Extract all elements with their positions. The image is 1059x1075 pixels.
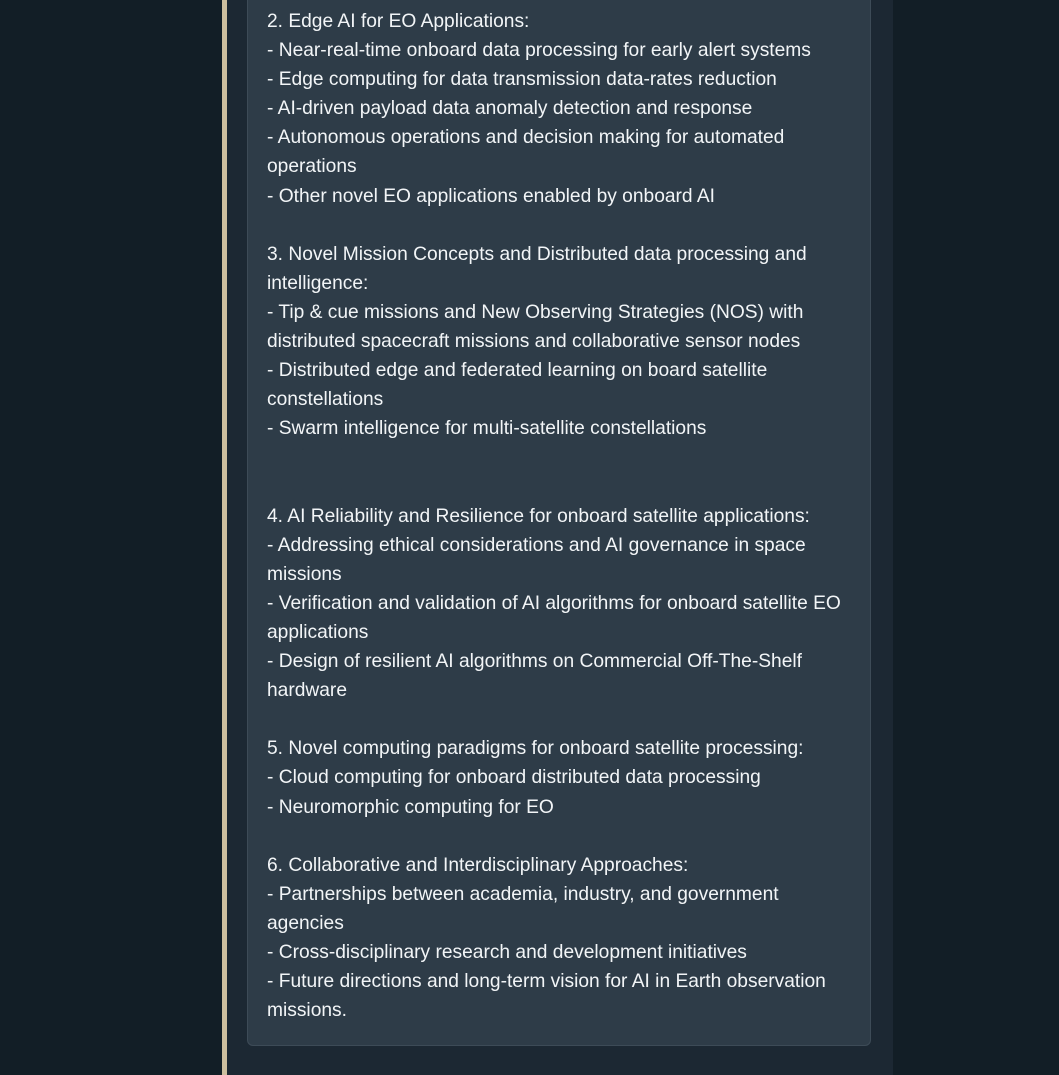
topic-line: - Swarm intelligence for multi-satellite constellations: [267, 418, 707, 440]
topic-line: distributed spacecraft missions and collaborative sensor nodes: [267, 331, 801, 353]
blank-line: [267, 211, 867, 240]
topic-line: - Neuromorphic computing for EO: [267, 796, 554, 818]
topic-line: - Cloud computing for onboard distributed data processing: [267, 767, 761, 789]
blank-line: [267, 473, 867, 502]
topic-line: - Other novel EO applications enabled by onboard AI: [267, 185, 715, 207]
blank-line: [267, 822, 867, 851]
quote-accent-bar: [222, 0, 227, 1075]
topic-line: agencies: [267, 912, 344, 934]
topic-line: - AI-driven payload data anomaly detection and response: [267, 98, 753, 120]
topic-line: - Near-real-time onboard data processing for early alert systems: [267, 40, 811, 62]
topic-line: - Future directions and long-term vision for AI in Earth observation: [267, 971, 826, 993]
section-heading-ai-reliability: 4. AI Reliability and Resilience for onboard satellite applications:: [267, 505, 810, 527]
topic-line: constellations: [267, 389, 384, 411]
topic-line: - Addressing ethical considerations and AI governance in space: [267, 534, 806, 556]
topic-line: applications: [267, 621, 369, 643]
topic-line: missions.: [267, 1000, 347, 1022]
topic-line: - Distributed edge and federated learning on board satellite: [267, 360, 768, 382]
section-heading-mission-concepts: 3. Novel Mission Concepts and Distributed data processing and: [267, 243, 807, 265]
topic-line: intelligence:: [267, 272, 369, 294]
topic-line: - Design of resilient AI algorithms on Commercial Off-The-Shelf: [267, 651, 802, 673]
section-heading-collaborative-approaches: 6. Collaborative and Interdisciplinary Approaches:: [267, 854, 689, 876]
topic-line: hardware: [267, 680, 347, 702]
topic-line: - Tip & cue missions and New Observing Strategies (NOS) with: [267, 301, 804, 323]
topic-line: - Cross-disciplinary research and development initiatives: [267, 942, 747, 963]
blank-line: [267, 443, 867, 472]
blank-line: [267, 705, 867, 734]
topics-text-block: [267, 7, 867, 1025]
topic-line: operations: [267, 156, 357, 178]
section-heading-computing-paradigms: 5. Novel computing paradigms for onboard satellite processing:: [267, 738, 804, 760]
topic-line: - Partnerships between academia, industry, and government: [267, 883, 779, 905]
topic-line: - Autonomous operations and decision making for automated: [267, 127, 785, 149]
topic-line: - Edge computing for data transmission data-rates reduction: [267, 69, 777, 91]
topic-line: missions: [267, 563, 342, 585]
section-heading-edge-ai: 2. Edge AI for EO Applications:: [267, 11, 530, 32]
topic-line: - Verification and validation of AI algorithms for onboard satellite EO: [267, 592, 841, 614]
